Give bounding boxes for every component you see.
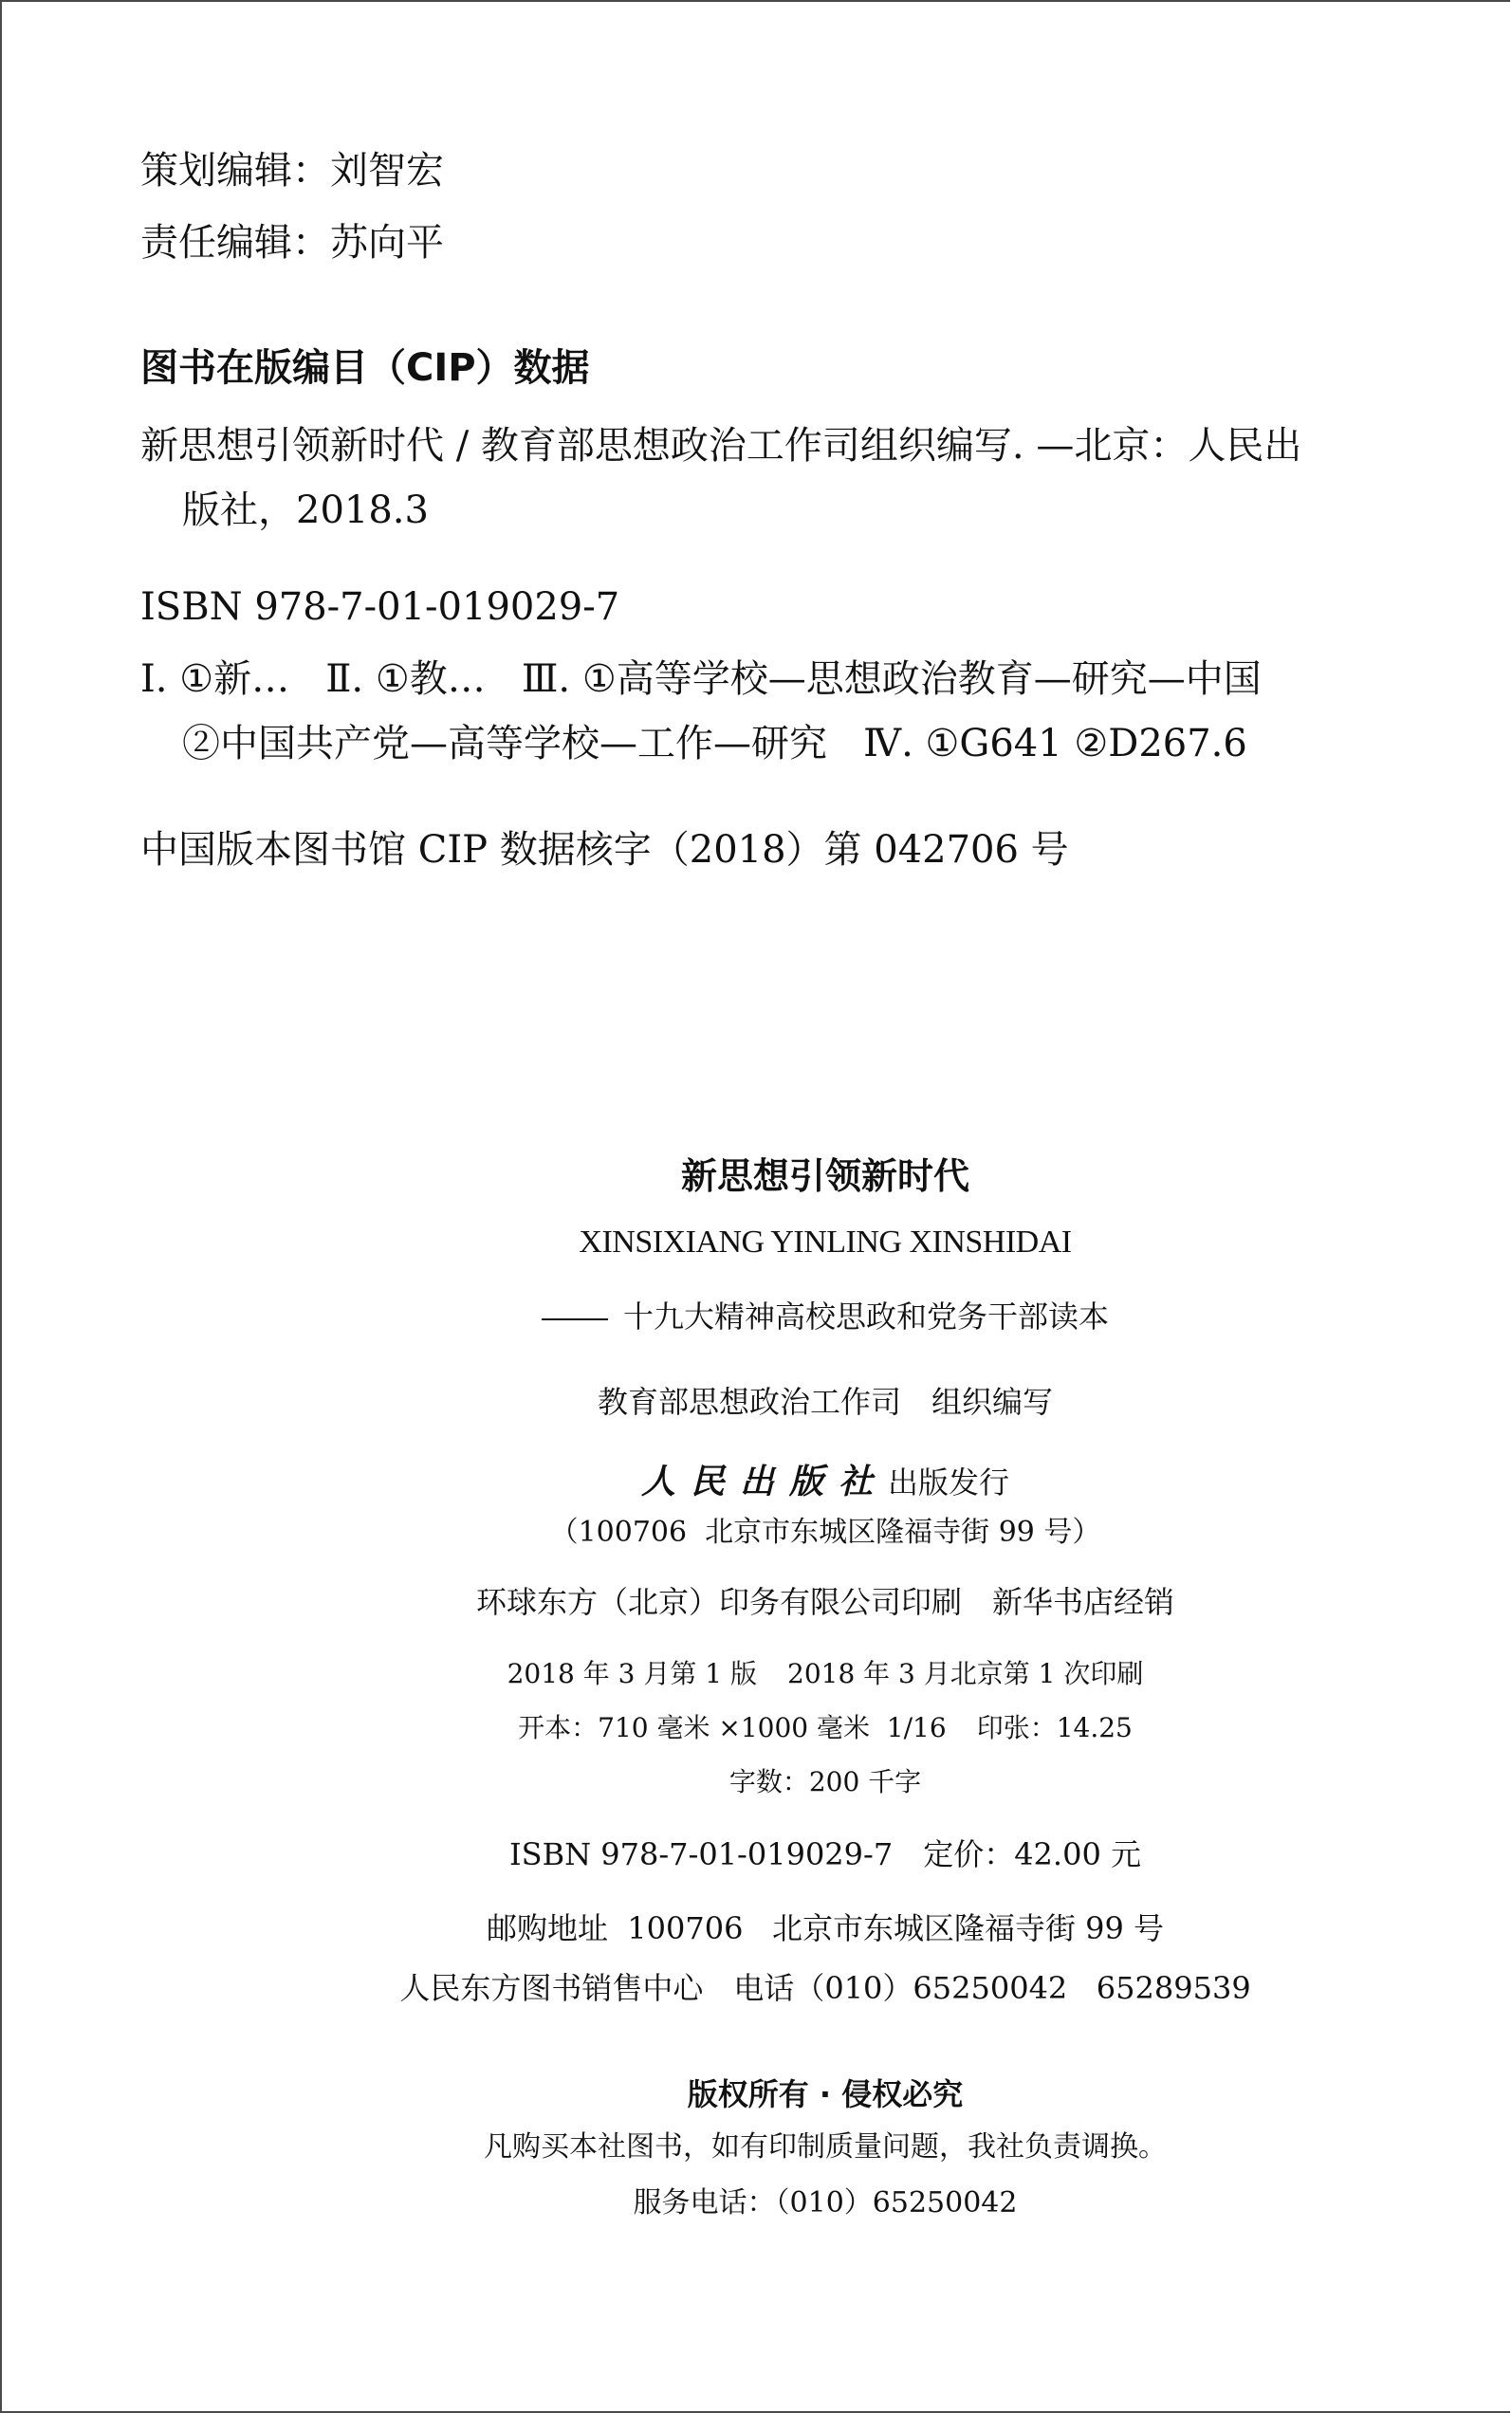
responsible-editor-label: 责任编辑： bbox=[140, 221, 330, 265]
format: 开本：710 毫米 ×1000 毫米 1/16 bbox=[518, 1712, 947, 1743]
cip-subjects-line2: ②中国共产党—高等学校—工作—研究 Ⅳ. ①G641 ②D267.6 bbox=[182, 722, 1247, 765]
book-title-pinyin: XINSIXIANG YINLING XINSHIDAI bbox=[579, 1225, 1072, 1260]
book-subtitle-line bbox=[2, 1299, 1512, 1335]
publisher-line bbox=[2, 1464, 1512, 1499]
cip-entry-line1: 新思想引领新时代 / 教育部思想政治工作司组织编写. —北京：人民出 bbox=[140, 424, 1302, 468]
publisher-role: 出版发行 bbox=[888, 1464, 1010, 1501]
publisher-address: （100706 北京市东城区隆福寺街 99 号） bbox=[549, 1516, 1101, 1549]
publisher-logo: 人民出版社 bbox=[640, 1462, 888, 1501]
printer: 环球东方（北京）印务有限公司印刷 bbox=[475, 1584, 962, 1620]
printing: 2018 年 3 月北京第 1 次印刷 bbox=[787, 1658, 1144, 1689]
compiler-line bbox=[2, 1384, 1512, 1420]
word-count: 字数：200 千字 bbox=[728, 1766, 922, 1797]
copyright-notice: 版权所有 · 侵权必究 bbox=[687, 2076, 964, 2112]
sales-line bbox=[2, 1970, 1512, 2006]
service-phone: 服务电话：（010）65250042 bbox=[633, 2186, 1018, 2220]
price: 定价：42.00 元 bbox=[923, 1836, 1141, 1872]
compiler: 教育部思想政治工作司 bbox=[597, 1384, 901, 1420]
planning-editor-line bbox=[140, 149, 444, 193]
isbn-price-line bbox=[2, 1836, 1512, 1872]
distributor: 新华书店经销 bbox=[992, 1584, 1175, 1620]
colophon-isbn: ISBN 978-7-01-019029-7 bbox=[509, 1836, 894, 1872]
compiler-role: 组织编写 bbox=[931, 1384, 1054, 1420]
responsible-editor-line bbox=[140, 221, 444, 265]
cip-subjects-line1: Ⅰ. ①新… Ⅱ. ①教… Ⅲ. ①高等学校—思想政治教育—研究—中国 bbox=[140, 657, 1262, 701]
sheets: 印张：14.25 bbox=[976, 1712, 1133, 1743]
cip-isbn: ISBN 978-7-01-019029-7 bbox=[140, 585, 620, 629]
cip-entry-line2: 版社，2018.3 bbox=[182, 488, 429, 532]
edition-line bbox=[2, 1658, 1512, 1689]
book-title: 新思想引领新时代 bbox=[680, 1155, 969, 1197]
sales-center: 人民东方图书销售中心 bbox=[399, 1970, 704, 2006]
cip-verification: 中国版本图书馆 CIP 数据核字（2018）第 042706 号 bbox=[140, 828, 1069, 872]
book-subtitle: 十九大精神高校思政和党务干部读本 bbox=[622, 1299, 1109, 1335]
mail-order-address: 邮购地址 100706 北京市东城区隆福寺街 99 号 bbox=[486, 1910, 1165, 1946]
subtitle-dash bbox=[542, 1318, 608, 1320]
format-line bbox=[2, 1712, 1512, 1743]
sales-phone: 电话（010）65250042 65289539 bbox=[733, 1970, 1251, 2006]
edition: 2018 年 3 月第 1 版 bbox=[507, 1658, 757, 1689]
cip-heading: 图书在版编目（CIP）数据 bbox=[140, 346, 590, 390]
replacement-policy: 凡购买本社图书，如有印制质量问题，我社负责调换。 bbox=[484, 2130, 1167, 2164]
printer-line bbox=[2, 1584, 1512, 1620]
planning-editor-name: 刘智宏 bbox=[330, 149, 444, 193]
planning-editor-label: 策划编辑： bbox=[140, 149, 330, 193]
responsible-editor-name: 苏向平 bbox=[330, 221, 444, 265]
